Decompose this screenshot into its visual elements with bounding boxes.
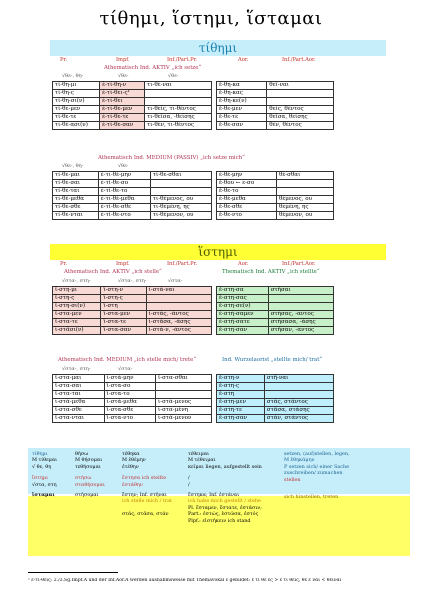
table-row [217,287,334,295]
table-cell: ἔ-στη-ν [217,375,265,383]
table-cell: ἐ-στή-σατε [217,319,269,327]
table-cell: ἔ-θε-σαν [217,122,267,130]
table-cell: ἔ-θου ← ε-σο [217,180,277,188]
table-row [217,114,334,122]
table-cell: ἵ-στα-σθε [53,407,105,415]
table-cell: τι-θέ-ναι [145,82,212,90]
table-cell: στάν, στάντος [264,415,333,423]
table-cell: στᾶσα, στάσης [264,407,333,415]
table-cell: τι-θέμενος, ου [150,196,211,204]
summary-col4: τέθειμαι M τέθειμαι κεῖμαι liegen, aufgestellt sein / / ἕστηκα; Inf. ἑστάναι ich habe mich gestellt / stehe Pl. ἕσταμεν, ἕστατε, ἑστᾶσιν; Part.: ἑστώς, ἑστῶσα, ἑστός Plpf.: εἱστήκειν ich stand [188,451,262,524]
table-cell: ἐ-τί-θε-ντο [98,212,150,220]
table-row [217,172,334,180]
table-cell: ἵ-στη-ν [101,287,146,295]
table-cell [276,188,333,196]
root-label: √θε- [168,73,179,79]
page-title: τίθημι, ἵστημι, ἵσταμαι [99,8,323,29]
table-row [53,327,212,335]
table-cell: ἐ-τί-θε-σο [98,180,150,188]
table-row [53,188,212,196]
table-cell: ἐ-τί-θει-ς¹ [100,90,145,98]
table-cell: ἵ-στα-ντο [104,415,156,423]
histemi-thematic-table [216,286,334,335]
table-cell: στῆσαν, -αντος [268,327,333,335]
table-cell: ἐ-τί-θε-μεν [100,106,145,114]
table-cell: τί-θε-τε [53,114,100,122]
table-cell: ἵ-στη-ς [101,295,146,303]
table-cell: ἔ-στη-ς [217,383,265,391]
root-label: √στα-, στη- [62,366,91,372]
table-row [217,415,334,423]
table-row [53,391,212,399]
col-ainf: Inf./Part.Aor. [282,57,316,63]
root-label: √θε-, θη- [62,163,84,169]
table-row [53,90,212,98]
table-row [217,122,334,130]
table-cell: ἐ-τι-θέ-μεθα [98,196,150,204]
table-cell: ἔ-θη-κα [217,82,267,90]
table-cell [146,295,211,303]
table-cell: ἵ-στα-σθαι [156,375,212,383]
table-cell: ἱ-στά-μεθα [53,399,105,407]
root-aorist-caption: Ind. Wurzelaorist „stellte mich/ trat“ [222,357,323,363]
table-cell: στῆ-ναι [264,375,333,383]
table-cell: ἐ-θέ-μεθα [217,196,277,204]
table-cell: ἵ-στα-μεν [53,311,101,319]
table-cell: ἵ-στα-μεν [101,311,146,319]
table-cell: ἱ-στά-ν, -άντος [146,327,211,335]
table-cell [150,188,211,196]
histemi-band: ἵστημι [50,244,386,260]
table-row [53,287,212,295]
summary-col3: τέθηκα M ἐθέμην ἐτέθην ἔστησα ich stellte ἐστάθην ἔστην; Inf. στῆναι ich stelle mich / trat στάς, στᾶσα, στάν [122,451,172,517]
table-cell: ἔ-στη-σε(ν) [217,303,269,311]
tithemi-active-body [53,82,212,130]
table-row [53,383,212,391]
table-cell: ἱ-στά-μενον [156,415,212,423]
table-cell: ἐ-τι-θέ-μην [98,172,150,180]
table-row [217,90,334,98]
col-pr: Pr. [60,57,68,63]
table-row [217,82,334,90]
table-row [53,122,212,130]
table-cell: στήσασα, -άσης [268,319,333,327]
table-cell: ἵ-στα-τε [53,319,101,327]
table-cell: τί-θε-μαι [53,172,99,180]
table-row [53,375,212,383]
root-label: √θε- [118,163,129,169]
table-cell: στάς, στάντος [264,399,333,407]
table-cell: ἔ-στη [217,391,265,399]
table-cell [156,391,212,399]
table-cell: ἔ-στη-σαν [217,327,269,335]
table-cell: ἱ-στάς, -άντος [146,311,211,319]
table-cell: ἵ-στα-το [104,391,156,399]
table-cell: ἱ-στά-μην [104,375,156,383]
root-label: √στα-, στη- [62,278,91,284]
table-cell [145,98,212,106]
footnote-rule [28,572,118,573]
table-cell [156,383,212,391]
table-cell: ἵ-στα-μαι [53,375,105,383]
table-cell: τί-θη-μι [53,82,100,90]
table-cell: τί-θη-σι(ν) [53,98,100,106]
table-cell: θέν, θέντος [267,122,334,130]
tithemi-aorist-table [216,81,334,130]
table-cell: ἱ-στᾶσι(ν) [53,327,101,335]
table-row [217,188,334,196]
table-cell [145,90,212,98]
table-cell: ἐ-τί-θε-σαν [100,122,145,130]
table-cell [276,180,333,188]
tithemi-active-table [52,81,212,130]
table-cell [267,90,334,98]
table-row [53,114,212,122]
table-cell: τί-θε-σθε [53,204,99,212]
table-cell: ἱ-στᾶσα, -άσης [146,319,211,327]
table-cell: ἔ-στη-μεν [217,399,265,407]
table-cell: ἐ-τί-θει [100,98,145,106]
tithemi-band: τίθημι [50,40,386,56]
table-cell: ἔ-θε-ντο [217,212,277,220]
table-cell: τι-θέμενον, ου [150,212,211,220]
table-cell: τι-θέ-ασι(ν) [53,122,100,130]
table-cell: ἵ-στα-σθε [104,407,156,415]
table-cell: θέ-σθαι [276,172,333,180]
table-row [217,106,334,114]
root-label: √στα- [118,366,133,372]
table-cell: ἔ-θε-σθε [217,204,277,212]
table-cell: θέμενον, ου [276,212,333,220]
histemi-middle-table [52,374,212,423]
table-row [217,180,334,188]
table-cell: ἵ-στα-σαν [101,327,146,335]
table-cell [268,295,333,303]
table-cell: ἵ-στα-νται [53,415,105,423]
table-row [53,303,212,311]
table-row [53,98,212,106]
table-cell: ἔ-θη-κας [217,90,267,98]
table-cell: ἵ-στα-τε [101,319,146,327]
col-impf: Impf. [116,57,130,63]
root-label: √στα- [168,278,183,284]
table-cell: τί-θη-ς [53,90,100,98]
table-cell: ἵ-στη-μι [53,287,101,295]
table-cell: ἐ-τί-θη-ν [100,82,145,90]
root-label: √θε-, θη- [62,73,84,79]
table-row [217,407,334,415]
table-cell: ἐ-θέ-μην [217,172,277,180]
summary-col5: setzen, (auf)stellen, legen, M ἐθηκάμην P setzen sich/ einer Sache zuschreiben/ zumachen stellen sich hinstellen, treten [284,451,350,501]
table-cell [264,391,333,399]
histemi-root-aorist-table [216,374,334,423]
summary-col1: τίθημι M τίθεμαι √ θε, θη ἵστημι √στα, στη ἵσταμαι [32,451,58,499]
table-row [53,319,212,327]
table-cell: ἔ-θε-τε [217,114,267,122]
table-cell: θεῖσα, θείσης [267,114,334,122]
table-row [53,82,212,90]
table-cell: ἐ-τί-θε-τε [100,114,145,122]
table-row [53,399,212,407]
table-cell: ἱ-στά-μεθα [104,399,156,407]
col-pr: Pr. [60,261,68,267]
table-row [217,327,334,335]
col-ainf: Inf./Part.Aor. [282,261,316,267]
table-cell: θέμενος, ου [276,196,333,204]
middle-caption: Athematisch Ind. MEDIUM „ich stelle mich/ trete“ [58,357,197,363]
table-cell: ἱ-στά-μενος [156,399,212,407]
table-row [53,212,212,220]
table-cell: ἐ-τί-θε-το [98,188,150,196]
table-cell: θείς, θέντος [267,106,334,114]
col-inf: Inf./Part.Pr. [167,261,198,267]
table-row [217,319,334,327]
table-cell: τί-θε-μεν [53,106,100,114]
table-row [53,295,212,303]
table-cell: τί-θε-ται [53,188,99,196]
table-cell: τι-θείς, τι-θέντος [145,106,212,114]
table-cell [146,303,211,311]
table-cell: τι-θέν, τι-θέντος [145,122,212,130]
table-row [53,196,212,204]
middle-caption: Athematisch Ind. MEDIUM (PASSIV) „ich setze mich“ [98,155,245,161]
table-cell [268,303,333,311]
table-row [217,311,334,319]
active-caption: Athematisch Ind. AKTIV „ich stelle“ [64,269,162,275]
table-cell: τί-θε-σθαι [150,172,211,180]
table-row [217,295,334,303]
table-cell: ἔ-στη-σας [217,295,269,303]
table-cell: ἵ-στα-σαι [53,383,105,391]
table-cell: τί-θε-σαι [53,180,99,188]
table-cell: τι-θέ-μεθα [53,196,99,204]
table-row [53,311,212,319]
table-row [217,375,334,383]
table-cell: ἵ-στα-ται [53,391,105,399]
table-row [53,204,212,212]
table-row [53,415,212,423]
col-inf: Inf./Part.Pr. [167,57,198,63]
root-label: √στα-, στη- [118,278,147,284]
table-cell [267,98,334,106]
table-cell: ἔ-θε-μεν [217,106,267,114]
table-cell [150,180,211,188]
table-row [217,391,334,399]
table-cell: τι-θεμένη, ης [150,204,211,212]
tithemi-middle-table [52,171,212,220]
col-impf: Impf. [116,261,130,267]
footnote: ¹ ἐ-τί-θεις: 2./3.Sg.Impf.A und der Inf.Aor.A werden ausnahmsweise mit Themavokal ε gebildet: ἐ τί θε ες > ἐ τί θεις, θε ἐ ναι < θεῖναι [28,578,342,583]
root-label: √θε- [118,73,129,79]
active-caption: Athematisch Ind. AKTIV „ich setze“ [104,65,202,71]
table-row [217,98,334,106]
thematic-caption: Thematisch Ind. AKTIV „ich stellte“ [222,269,320,275]
table-cell: ἱ-στα-μένη [156,407,212,415]
table-cell: θεμένη, ης [276,204,333,212]
table-cell: ἵ-στη-σι(ν) [53,303,101,311]
table-cell: ἵ-στα-σο [104,383,156,391]
table-row [217,303,334,311]
table-cell: ἔ-θη-κε(ν) [217,98,267,106]
table-row [53,407,212,415]
summary-col2: θήσω M θήσομαι τεθήσομαι στήσω σταθήσομαι στήσομαι [75,451,105,499]
table-cell: ἔ-θε-το [217,188,277,196]
table-row [217,196,334,204]
table-row [217,383,334,391]
table-cell: ἔ-στη-σαν [217,415,265,423]
table-row [217,212,334,220]
table-cell: ἵ-στη [101,303,146,311]
table-row [53,180,212,188]
table-cell: στῆσαι [268,287,333,295]
table-cell: τί-θε-νται [53,212,99,220]
table-row [53,172,212,180]
col-aor: Aor. [238,261,249,267]
table-cell: ἵ-στη-ς [53,295,101,303]
table-row [53,106,212,114]
table-cell: ἐ-τί-θε-σθε [98,204,150,212]
table-cell: θεῖ-ναι [267,82,334,90]
table-row [217,204,334,212]
histemi-active-table [52,286,212,335]
table-cell: ἔ-στη-σα [217,287,269,295]
table-cell: τι-θεῖσα, -θείσης [145,114,212,122]
table-cell: ἱ-στά-ναι [146,287,211,295]
table-cell: ἐ-στή-σαμεν [217,311,269,319]
table-cell: στήσας, -αντος [268,311,333,319]
table-cell [264,383,333,391]
col-aor: Aor. [238,57,249,63]
table-cell: ἔ-στη-τε [217,407,265,415]
tithemi-middle-aorist-table [216,171,334,220]
table-row [217,399,334,407]
